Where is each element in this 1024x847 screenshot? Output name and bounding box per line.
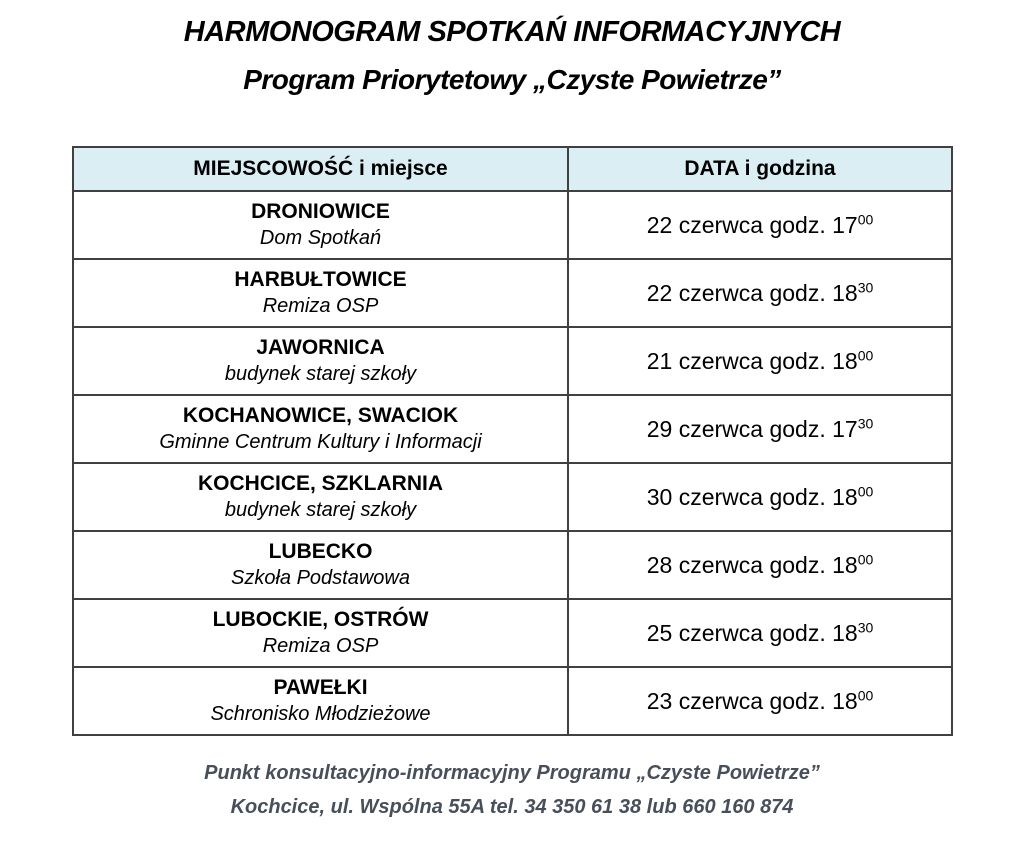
venue-name: Schronisko Młodzieżowe [210, 703, 431, 726]
schedule-table [72, 146, 953, 736]
time-superscript: 00 [857, 210, 874, 227]
document-title: HARMONOGRAM SPOTKAŃ INFORMACYJNYCH [183, 16, 841, 48]
date-cell [568, 259, 952, 327]
place-cell [73, 531, 568, 599]
table-row [73, 191, 952, 259]
place-name: DRONIOWICE [251, 199, 390, 223]
table-row [73, 667, 952, 735]
place-name: LUBECKO [268, 539, 373, 563]
time-superscript: 00 [857, 482, 874, 499]
table-row [73, 599, 952, 667]
date-cell [568, 463, 952, 531]
date-text: 22 czerwca godz. 18 [646, 279, 858, 306]
date-text: 28 czerwca godz. 18 [646, 551, 858, 578]
time-superscript: 00 [857, 550, 874, 567]
venue-name: Remiza OSP [262, 295, 379, 318]
place-cell [73, 395, 568, 463]
place-name: HARBUŁTOWICE [234, 267, 407, 291]
date-cell [568, 667, 952, 735]
date-text: 30 czerwca godz. 18 [646, 483, 858, 510]
footer [0, 762, 1024, 830]
place-cell [73, 191, 568, 259]
table-row [73, 259, 952, 327]
place-cell [73, 463, 568, 531]
date-cell [568, 531, 952, 599]
time-superscript: 00 [857, 686, 874, 703]
date-text: 23 czerwca godz. 18 [646, 687, 858, 714]
table-header-row [73, 147, 952, 191]
date-text: 25 czerwca godz. 18 [646, 619, 858, 646]
date-cell [568, 191, 952, 259]
footer-line-2: Kochcice, ul. Wspólna 55A tel. 34 350 61 38 lub 660 160 874 [230, 796, 794, 818]
place-name: KOCHANOWICE, SWACIOK [182, 403, 459, 427]
venue-name: budynek starej szkoły [224, 363, 417, 386]
document-subtitle: Program Priorytetowy „Czyste Powietrze” [243, 64, 781, 95]
venue-name: Remiza OSP [262, 635, 379, 658]
place-name: KOCHCICE, SZKLARNIA [198, 471, 443, 495]
date-cell [568, 327, 952, 395]
place-cell [73, 259, 568, 327]
place-cell [73, 327, 568, 395]
place-name: PAWEŁKI [273, 675, 368, 699]
date-text: 21 czerwca godz. 18 [646, 347, 858, 374]
time-superscript: 30 [857, 618, 874, 635]
venue-name: Szkoła Podstawowa [231, 567, 410, 590]
table-row [73, 463, 952, 531]
table-row [73, 531, 952, 599]
venue-name: Dom Spotkań [259, 227, 382, 250]
time-superscript: 30 [857, 278, 874, 295]
time-superscript: 30 [857, 414, 874, 431]
place-name: LUBOCKIE, OSTRÓW [212, 607, 429, 631]
venue-name: Gminne Centrum Kultury i Informacji [159, 431, 482, 454]
footer-line-1: Punkt konsultacyjno-informacyjny Programu „Czyste Powietrze” [204, 762, 820, 784]
place-cell [73, 667, 568, 735]
table-row [73, 327, 952, 395]
column-header-place: MIEJSCOWOŚĆ i miejsce [73, 147, 568, 191]
date-cell [568, 599, 952, 667]
place-cell [73, 599, 568, 667]
column-header-date: DATA i godzina [568, 147, 952, 191]
date-cell [568, 395, 952, 463]
time-superscript: 00 [857, 346, 874, 363]
table-row [73, 395, 952, 463]
place-name: JAWORNICA [256, 335, 385, 359]
date-text: 29 czerwca godz. 17 [646, 415, 858, 442]
date-text: 22 czerwca godz. 17 [646, 211, 858, 238]
venue-name: budynek starej szkoły [224, 499, 417, 522]
